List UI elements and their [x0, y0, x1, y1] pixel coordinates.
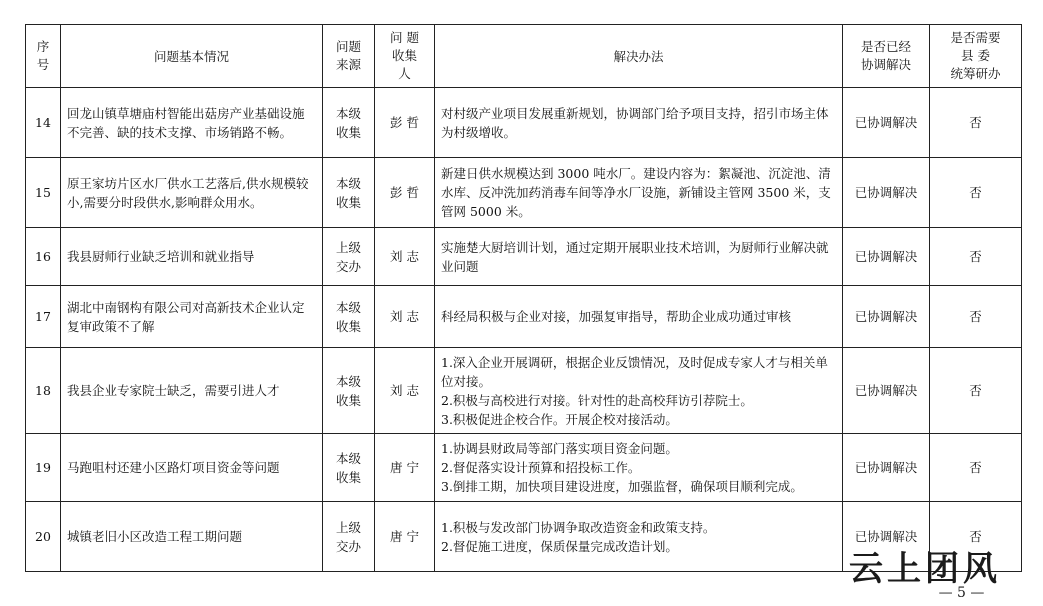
- cell-needs: 否: [930, 88, 1022, 158]
- cell-solution: 1.积极与发改部门协调争取改造资金和政策支持。 2.督促施工进度，保质保量完成改造计划。: [435, 502, 843, 572]
- cell-resolved: 已协调解决: [843, 88, 930, 158]
- cell-collector: 刘 志: [375, 228, 435, 286]
- header-solution: 解决办法: [435, 25, 843, 88]
- cell-source: 本级 收集: [323, 348, 375, 434]
- cell-source: 本级 收集: [323, 158, 375, 228]
- cell-resolved: 已协调解决: [843, 434, 930, 502]
- watermark-logo: 云上团风: [849, 549, 1001, 589]
- table-row: [26, 158, 1022, 228]
- cell-needs: 否: [930, 434, 1022, 502]
- cell-collector: 彭 哲: [375, 158, 435, 228]
- cell-seq: 17: [26, 286, 61, 348]
- cell-info: 回龙山镇草塘庙村智能出菇房产业基础设施不完善、缺的技术支撑、市场销路不畅。: [61, 88, 323, 158]
- cell-needs: 否: [930, 228, 1022, 286]
- cell-collector: 唐 宁: [375, 434, 435, 502]
- cell-source: 本级 收集: [323, 434, 375, 502]
- cell-needs: 否: [930, 286, 1022, 348]
- cell-collector: 刘 志: [375, 286, 435, 348]
- cell-collector: 彭 哲: [375, 88, 435, 158]
- cell-seq: 14: [26, 88, 61, 158]
- table-row: [26, 286, 1022, 348]
- cell-solution: 实施楚大厨培训计划，通过定期开展职业技术培训，为厨师行业解决就业问题: [435, 228, 843, 286]
- cell-resolved: 已协调解决: [843, 228, 930, 286]
- cell-resolved: 已协调解决: [843, 502, 930, 572]
- table-row: [26, 88, 1022, 158]
- cell-info: 城镇老旧小区改造工程工期问题: [61, 502, 323, 572]
- cell-source: 上级 交办: [323, 502, 375, 572]
- cell-info: 原王家坊片区水厂供水工艺落后,供水规模较小,需要分时段供水,影响群众用水。: [61, 158, 323, 228]
- cell-solution: 科经局积极与企业对接，加强复审指导，帮助企业成功通过审核: [435, 286, 843, 348]
- header-collector: 问 题 收集 人: [375, 25, 435, 88]
- header-seq: 序 号: [26, 25, 61, 88]
- cell-solution: 对村级产业项目发展重新规划，协调部门给予项目支持，招引市场主体为村级增收。: [435, 88, 843, 158]
- cell-seq: 20: [26, 502, 61, 572]
- problem-table: [25, 24, 1022, 572]
- table-row: [26, 228, 1022, 286]
- cell-resolved: 已协调解决: [843, 286, 930, 348]
- header-source: 问题 来源: [323, 25, 375, 88]
- header-needs-county: 是否需要 县 委 统筹研办: [930, 25, 1022, 88]
- cell-seq: 19: [26, 434, 61, 502]
- cell-info: 马跑咀村还建小区路灯项目资金等问题: [61, 434, 323, 502]
- cell-collector: 唐 宁: [375, 502, 435, 572]
- cell-resolved: 已协调解决: [843, 158, 930, 228]
- cell-collector: 刘 志: [375, 348, 435, 434]
- cell-info: 湖北中南钢构有限公司对高新技术企业认定复审政策不了解: [61, 286, 323, 348]
- table-row: [26, 434, 1022, 502]
- cell-solution: 1.深入企业开展调研，根据企业反馈情况，及时促成专家人才与相关单位对接。 2.积极与高校进行对接。针对性的赴高校拜访引荐院士。 3.积极促进企校合作。开展企校对接活动。: [435, 348, 843, 434]
- cell-solution: 1.协调县财政局等部门落实项目资金问题。 2.督促落实设计预算和招投标工作。 3.倒排工期，加快项目建设进度，加强监督，确保项目顺利完成。: [435, 434, 843, 502]
- cell-solution: 新建日供水规模达到 3000 吨水厂。建设内容为：絮凝池、沉淀池、清水库、反冲洗加药消毒车间等净水厂设施，新铺设主管网 3500 米，支管网 5000 米。: [435, 158, 843, 228]
- cell-source: 上级 交办: [323, 228, 375, 286]
- cell-seq: 16: [26, 228, 61, 286]
- page-number: [0, 585, 1043, 601]
- cell-needs: 否: [930, 158, 1022, 228]
- cell-seq: 18: [26, 348, 61, 434]
- cell-needs: 否: [930, 502, 1022, 572]
- header-resolved: 是否已经 协调解决: [843, 25, 930, 88]
- cell-source: 本级 收集: [323, 88, 375, 158]
- cell-needs: 否: [930, 348, 1022, 434]
- page-number-text: — 5 —: [938, 585, 985, 601]
- cell-info: 我县企业专家院士缺乏，需要引进人才: [61, 348, 323, 434]
- header-row: [26, 25, 1022, 88]
- cell-seq: 15: [26, 158, 61, 228]
- cell-source: 本级 收集: [323, 286, 375, 348]
- cell-info: 我县厨师行业缺乏培训和就业指导: [61, 228, 323, 286]
- table-row: [26, 348, 1022, 434]
- cell-resolved: 已协调解决: [843, 348, 930, 434]
- header-info: 问题基本情况: [61, 25, 323, 88]
